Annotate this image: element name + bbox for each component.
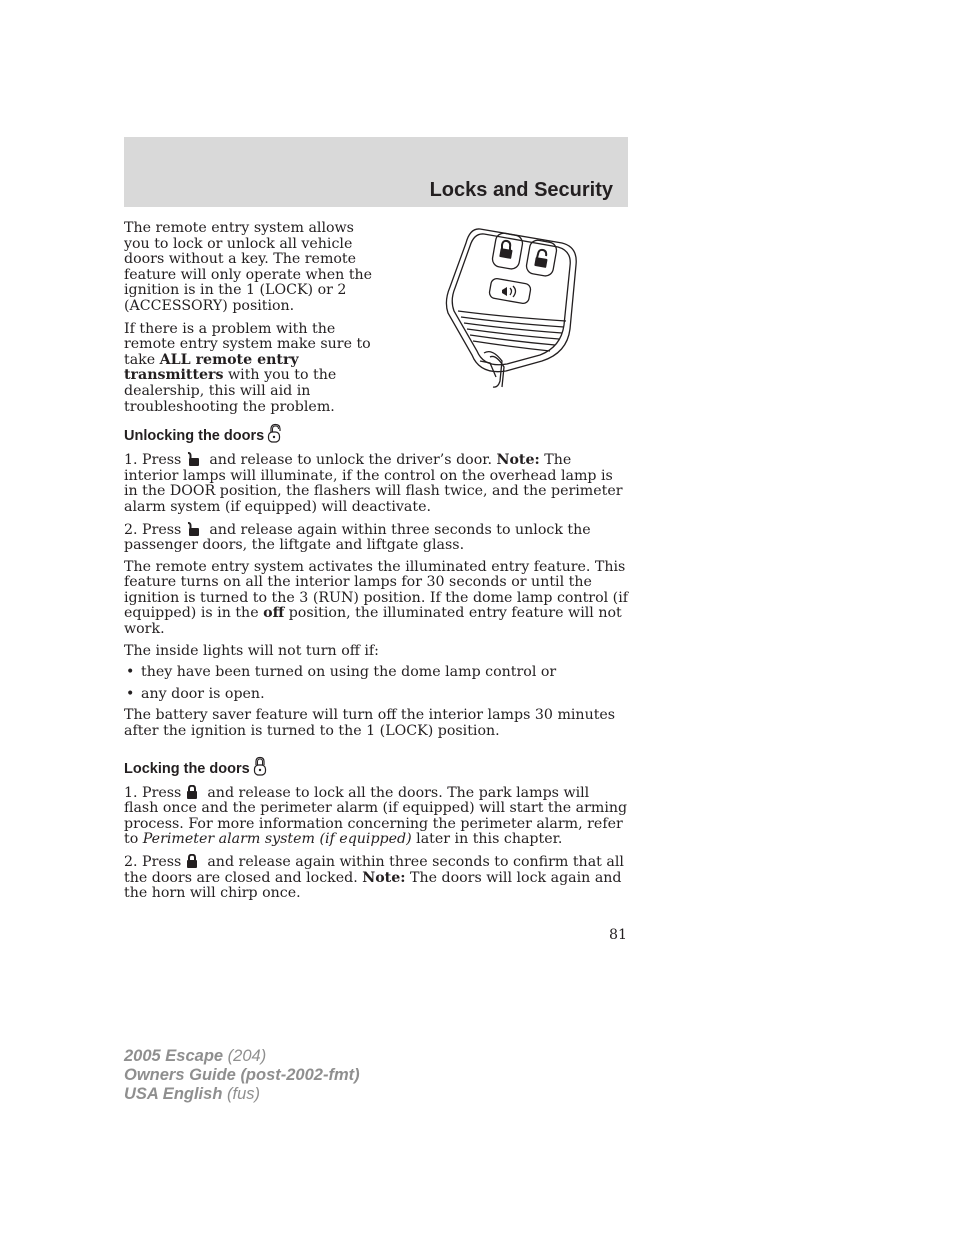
intro-paragraph-2 — [124, 322, 384, 416]
header-band — [124, 137, 628, 207]
inside-lights-paragraph: The inside lights will not turn off if: — [124, 642, 379, 659]
lock-step-1-italic: Perimeter alarm system (if equipped) — [142, 831, 412, 848]
lock-step-2-text: and release again within three seconds to confirm that all the doors are closed and locked. — [124, 854, 624, 886]
closed-padlock-icon — [253, 756, 267, 776]
unlocking-heading-text: Unlocking the doors — [124, 428, 265, 445]
page-content — [124, 221, 628, 908]
lock-step-2-prefix: 2. Press — [124, 854, 182, 870]
locking-heading — [124, 756, 628, 779]
lock-icon — [187, 785, 197, 799]
footer-model-code: (204) — [223, 1047, 267, 1065]
lock-step-2 — [124, 854, 628, 902]
footer-language: USA English — [124, 1085, 223, 1103]
footer-language-code: (fus) — [222, 1085, 260, 1103]
remote-key-fob-icon — [444, 221, 584, 393]
unlock-step-2-text: and release again within three seconds to unlock the passenger doors, the liftgate and liftgate glass. — [124, 521, 591, 554]
unlock-step-2 — [124, 522, 628, 554]
unlock-step-1-text: and release to unlock the driver’s door. — [209, 452, 497, 469]
open-padlock-icon — [267, 423, 283, 443]
locking-heading-text: Locking the doors — [124, 760, 250, 777]
illuminated-entry-bold: off — [263, 605, 285, 622]
intro-p2-part-c: with you to the dealership, this will aid in troubleshooting the problem. — [124, 367, 337, 415]
intro-p2-bold: ALL remote entry transmitters — [124, 351, 299, 384]
footer-line-3 — [124, 1085, 360, 1104]
unlock-step-2-prefix: 2. Press — [124, 521, 182, 538]
list-item: • they have been turned on using the dome lamp control or — [124, 665, 628, 681]
footer-guide: Owners Guide (post-2002-fmt) — [124, 1066, 360, 1084]
lock-step-1-text: and release to lock all the doors. The park lamps will flash once and the perimeter alarm (if equipped) will start the arming process. For more information concerning the perimeter alarm, refer to — [124, 784, 628, 848]
lock-step-1-suffix: later in this chapter. — [411, 831, 563, 848]
intro-p2-part-a: If there is a problem with the remote entry system make sure to take — [124, 320, 371, 368]
section-title: Locks and Security — [429, 179, 613, 201]
unlock-icon — [187, 452, 199, 466]
unlock-icon — [187, 522, 199, 536]
unlock-step-1 — [124, 452, 628, 515]
page-number: 81 — [608, 927, 627, 943]
lock-step-1-prefix: 1. Press — [124, 784, 182, 801]
footer — [124, 1047, 360, 1104]
footer-line-2 — [124, 1066, 360, 1085]
illuminated-entry-part-a: The remote entry system activates the illuminated entry feature. This feature turns on all the interior lamps for 30 seconds or until the ignition is turned to the 3 (RUN) position. If the dome lamp control (if equipped) is in the — [124, 558, 628, 622]
list-item: • any door is open. — [124, 687, 628, 703]
inside-lights-list — [124, 665, 628, 702]
illuminated-entry-paragraph — [124, 560, 628, 638]
footer-model: 2005 Escape — [124, 1047, 224, 1065]
unlock-step-1-note: Note: — [496, 452, 540, 469]
lock-icon — [187, 854, 197, 868]
lock-step-1 — [124, 785, 628, 848]
intro-text — [124, 221, 384, 415]
footer-line-1 — [124, 1047, 360, 1066]
lock-step-2-note-text: The doors will lock again and the horn will chirp once. — [124, 869, 622, 902]
unlocking-heading — [124, 423, 628, 446]
unlock-step-1-prefix: 1. Press — [124, 452, 182, 469]
lock-step-2-note: Note: — [362, 869, 406, 886]
illuminated-entry-part-c: position, the illuminated entry feature will not work. — [124, 605, 622, 638]
unlock-step-1-note-text: The interior lamps will illuminate, if the control on the overhead lamp is in the DOOR position, the flashers will flash twice, and the perimeter alarm system (if equipped) will deactivate. — [124, 452, 623, 515]
intro-paragraph-1: The remote entry system allows you to lock or unlock all vehicle doors without a key. The remote feature will only operate when the ignition is in the 1 (LOCK) or 2 (ACCESSORY) position. — [124, 220, 373, 314]
battery-saver-paragraph: The battery saver feature will turn off the interior lamps 30 minutes after the ignition is turned to the 1 (LOCK) position. — [124, 707, 616, 740]
